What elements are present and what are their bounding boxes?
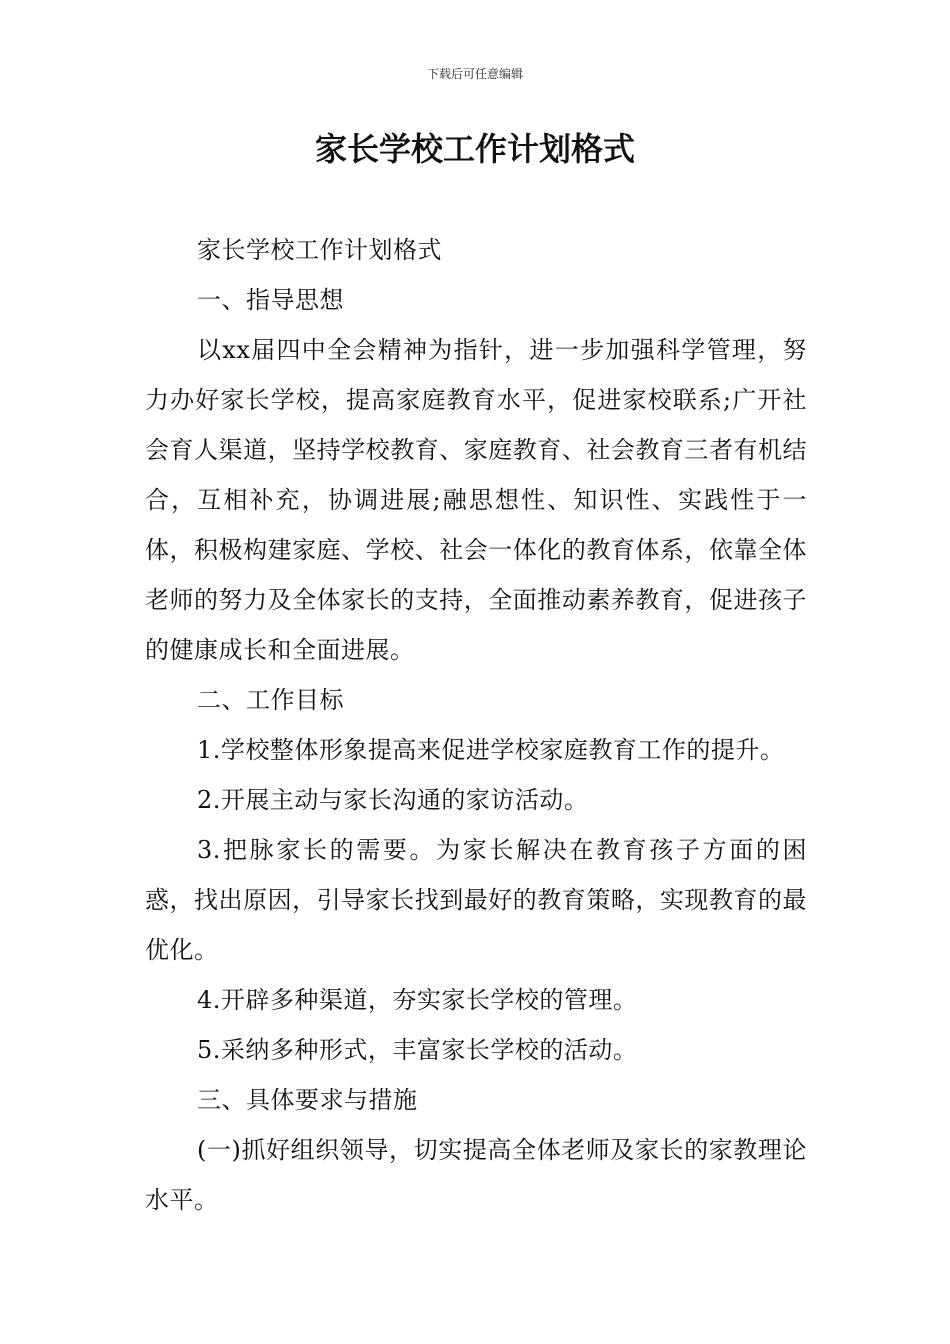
list-item: 2.开展主动与家长沟通的家访活动。 — [197, 786, 589, 814]
list-item: 5.采纳多种形式，丰富家长学校的活动。 — [197, 1036, 638, 1064]
list-item: 3.把脉家长的需要。为家长解决在教育孩子方面的困惑，找出原因，引导家长找到最好的教育策略，实现教育的最优化。 — [145, 836, 807, 964]
header-note: 下载后可任意编辑 — [426, 67, 523, 81]
list-item: 4.开辟多种渠道，夯实家长学校的管理。 — [197, 986, 638, 1014]
page-title: 家长学校工作计划格式 — [314, 130, 635, 168]
body-paragraph: (一)抓好组织领导，切实提高全体老师及家长的家教理论水平。 — [145, 1136, 807, 1214]
section-heading-requirements: 三、具体要求与措施 — [197, 1086, 418, 1114]
body-paragraph: 以xx届四中全会精神为指针，进一步加强科学管理，努力办好家长学校，提高家庭教育水平，促进家校联系;广开社会育人渠道，坚持学校教育、家庭教育、社会教育三者有机结合，互相补充，协调进展;融思想性、知识性、实践性于一体，积极构建家庭、学校、社会一体化的教育体系，依靠全体老师的努力及全体家长的支持，全面推动素养教育，促进孩子的健康成长和全面进展。 — [145, 336, 807, 664]
section-heading-work-goals: 二、工作目标 — [197, 686, 344, 714]
subtitle-paragraph: 家长学校工作计划格式 — [197, 236, 442, 264]
list-item: 1.学校整体形象提高来促进学校家庭教育工作的提升。 — [197, 736, 785, 764]
document-body — [145, 225, 807, 1225]
section-heading-guiding-ideology: 一、指导思想 — [197, 286, 344, 314]
